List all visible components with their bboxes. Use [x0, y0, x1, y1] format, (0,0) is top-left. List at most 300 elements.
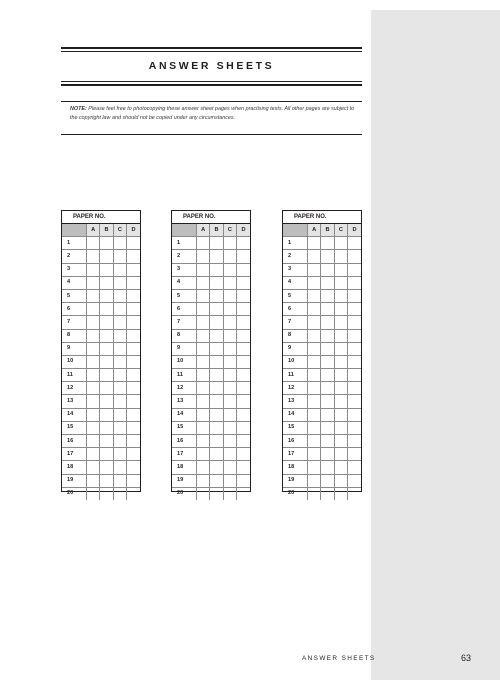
answer-cell[interactable]: [308, 303, 321, 316]
question-number: 11: [172, 369, 197, 382]
answer-cell[interactable]: [100, 448, 113, 461]
answer-cell[interactable]: [100, 329, 113, 342]
question-number: 12: [283, 382, 308, 395]
question-number: 10: [62, 355, 87, 368]
answer-cell[interactable]: [308, 408, 321, 421]
answer-cell[interactable]: [100, 303, 113, 316]
answer-cell[interactable]: [321, 289, 334, 302]
answer-cell[interactable]: [210, 237, 223, 250]
answer-cell[interactable]: [197, 250, 210, 263]
answer-cell[interactable]: [210, 289, 223, 302]
answer-cell[interactable]: [223, 263, 236, 276]
answer-cell[interactable]: [127, 395, 140, 408]
answer-cell[interactable]: [308, 289, 321, 302]
question-row: [62, 487, 140, 500]
answer-cell[interactable]: [308, 382, 321, 395]
answer-cell[interactable]: [127, 263, 140, 276]
answer-cell[interactable]: [223, 461, 236, 474]
answer-cell[interactable]: [334, 355, 347, 368]
answer-cell[interactable]: [197, 316, 210, 329]
answer-cell[interactable]: [348, 237, 361, 250]
answer-cell[interactable]: [113, 316, 126, 329]
answer-cell[interactable]: [113, 487, 126, 500]
answer-cell[interactable]: [348, 421, 361, 434]
answer-cell[interactable]: [87, 461, 100, 474]
answer-cell[interactable]: [321, 474, 334, 487]
answer-cell[interactable]: [308, 250, 321, 263]
answer-cell[interactable]: [321, 276, 334, 289]
answer-cell[interactable]: [223, 421, 236, 434]
question-number: 13: [283, 395, 308, 408]
answer-cell[interactable]: [321, 395, 334, 408]
answer-cell[interactable]: [237, 487, 250, 500]
answer-cell[interactable]: [210, 435, 223, 448]
answer-cell[interactable]: [127, 289, 140, 302]
answer-cell[interactable]: [100, 382, 113, 395]
answer-cell[interactable]: [348, 276, 361, 289]
answer-cell[interactable]: [113, 342, 126, 355]
answer-cell[interactable]: [127, 316, 140, 329]
answer-cell[interactable]: [127, 250, 140, 263]
question-row: [172, 382, 250, 395]
answer-cell[interactable]: [197, 303, 210, 316]
answer-cell[interactable]: [223, 395, 236, 408]
answer-cell[interactable]: [308, 487, 321, 500]
option-header: D: [127, 224, 140, 237]
answer-cell[interactable]: [197, 474, 210, 487]
answer-cell[interactable]: [334, 474, 347, 487]
answer-cell[interactable]: [197, 448, 210, 461]
question-number: 7: [172, 316, 197, 329]
question-number: 15: [62, 421, 87, 434]
question-number: 14: [172, 408, 197, 421]
answer-cell[interactable]: [100, 474, 113, 487]
answer-cell[interactable]: [334, 263, 347, 276]
answer-cell[interactable]: [348, 487, 361, 500]
answer-cell[interactable]: [308, 237, 321, 250]
answer-cell[interactable]: [308, 355, 321, 368]
sheet-header: PAPER NO.: [283, 211, 361, 224]
answer-cell[interactable]: [197, 421, 210, 434]
answer-cell[interactable]: [127, 276, 140, 289]
answer-cell[interactable]: [223, 303, 236, 316]
question-row: [172, 474, 250, 487]
answer-cell[interactable]: [334, 395, 347, 408]
answer-cell[interactable]: [87, 263, 100, 276]
answer-cell[interactable]: [100, 369, 113, 382]
answer-cell[interactable]: [334, 421, 347, 434]
question-row: [283, 276, 361, 289]
answer-cell[interactable]: [197, 461, 210, 474]
answer-cell[interactable]: [113, 435, 126, 448]
answer-cell[interactable]: [210, 342, 223, 355]
answer-cell[interactable]: [237, 329, 250, 342]
answer-cell[interactable]: [87, 382, 100, 395]
answer-cell[interactable]: [210, 421, 223, 434]
answer-cell[interactable]: [87, 237, 100, 250]
answer-cell[interactable]: [113, 474, 126, 487]
answer-cell[interactable]: [197, 263, 210, 276]
answer-cell[interactable]: [237, 382, 250, 395]
option-header: C: [223, 224, 236, 237]
answer-cell[interactable]: [223, 435, 236, 448]
answer-cell[interactable]: [127, 342, 140, 355]
question-row: [62, 474, 140, 487]
answer-cell[interactable]: [334, 329, 347, 342]
answer-cell[interactable]: [308, 316, 321, 329]
answer-cell[interactable]: [334, 342, 347, 355]
answer-cell[interactable]: [348, 342, 361, 355]
answer-cell[interactable]: [334, 250, 347, 263]
answer-cell[interactable]: [210, 474, 223, 487]
answer-cell[interactable]: [113, 303, 126, 316]
answer-cell[interactable]: [321, 487, 334, 500]
answer-cell[interactable]: [348, 461, 361, 474]
answer-cell[interactable]: [348, 289, 361, 302]
answer-cell[interactable]: [210, 395, 223, 408]
answer-cell[interactable]: [113, 250, 126, 263]
question-row: [283, 421, 361, 434]
answer-cell[interactable]: [334, 289, 347, 302]
answer-cell[interactable]: [321, 303, 334, 316]
answer-cell[interactable]: [210, 355, 223, 368]
sheet-header: PAPER NO.: [172, 211, 250, 224]
answer-cell[interactable]: [87, 435, 100, 448]
answer-cell[interactable]: [348, 329, 361, 342]
answer-cell[interactable]: [87, 316, 100, 329]
answer-cell[interactable]: [87, 395, 100, 408]
answer-cell[interactable]: [197, 355, 210, 368]
answer-cell[interactable]: [100, 435, 113, 448]
answer-cell[interactable]: [237, 369, 250, 382]
answer-cell[interactable]: [87, 289, 100, 302]
question-number: 20: [283, 487, 308, 500]
corner-cell: [172, 224, 197, 237]
answer-cell[interactable]: [100, 395, 113, 408]
answer-cell[interactable]: [87, 408, 100, 421]
answer-cell[interactable]: [348, 395, 361, 408]
answer-cell[interactable]: [210, 250, 223, 263]
answer-cell[interactable]: [321, 250, 334, 263]
answer-cell[interactable]: [197, 237, 210, 250]
answer-cell[interactable]: [127, 382, 140, 395]
answer-cell[interactable]: [308, 435, 321, 448]
question-row: [283, 448, 361, 461]
answer-cell[interactable]: [113, 382, 126, 395]
answer-cell[interactable]: [197, 435, 210, 448]
option-header: A: [87, 224, 100, 237]
question-row: [283, 237, 361, 250]
answer-cell[interactable]: [237, 395, 250, 408]
answer-cell[interactable]: [223, 329, 236, 342]
answer-cell[interactable]: [321, 263, 334, 276]
question-row: [283, 263, 361, 276]
question-row: [283, 382, 361, 395]
answer-cell[interactable]: [113, 237, 126, 250]
answer-cell[interactable]: [197, 395, 210, 408]
answer-cell[interactable]: [321, 421, 334, 434]
answer-cell[interactable]: [210, 263, 223, 276]
answer-cell[interactable]: [321, 461, 334, 474]
question-number: 9: [283, 342, 308, 355]
page-number: 63: [461, 653, 472, 663]
question-row: [62, 342, 140, 355]
answer-cell[interactable]: [113, 421, 126, 434]
answer-cell[interactable]: [197, 276, 210, 289]
answer-cell[interactable]: [308, 263, 321, 276]
answer-cell[interactable]: [237, 316, 250, 329]
question-number: 16: [172, 435, 197, 448]
question-row: [62, 263, 140, 276]
answer-cell[interactable]: [237, 342, 250, 355]
question-row: [172, 448, 250, 461]
answer-cell[interactable]: [100, 316, 113, 329]
answer-cell[interactable]: [87, 487, 100, 500]
answer-cell[interactable]: [100, 487, 113, 500]
answer-cell[interactable]: [100, 250, 113, 263]
answer-cell[interactable]: [113, 395, 126, 408]
answer-cell[interactable]: [127, 355, 140, 368]
answer-cell[interactable]: [334, 316, 347, 329]
answer-cell[interactable]: [127, 237, 140, 250]
question-number: 17: [62, 448, 87, 461]
answer-cell[interactable]: [100, 421, 113, 434]
answer-sheet-2: [171, 210, 251, 497]
answer-cell[interactable]: [308, 461, 321, 474]
question-row: [283, 342, 361, 355]
question-number: 18: [62, 461, 87, 474]
answer-cell[interactable]: [348, 303, 361, 316]
question-row: [62, 448, 140, 461]
answer-cell[interactable]: [223, 448, 236, 461]
question-number: 11: [62, 369, 87, 382]
answer-cell[interactable]: [87, 250, 100, 263]
answer-cell[interactable]: [127, 487, 140, 500]
question-row: [283, 329, 361, 342]
answer-cell[interactable]: [87, 448, 100, 461]
option-header: D: [237, 224, 250, 237]
answer-cell[interactable]: [87, 342, 100, 355]
answer-cell[interactable]: [210, 448, 223, 461]
answer-cell[interactable]: [308, 448, 321, 461]
question-row: [62, 329, 140, 342]
answer-cell[interactable]: [87, 303, 100, 316]
answer-cell[interactable]: [223, 474, 236, 487]
answer-cell[interactable]: [100, 237, 113, 250]
answer-cell[interactable]: [348, 435, 361, 448]
answer-cell[interactable]: [321, 342, 334, 355]
answer-cell[interactable]: [334, 461, 347, 474]
answer-cell[interactable]: [113, 369, 126, 382]
answer-cell[interactable]: [223, 355, 236, 368]
question-number: 9: [172, 342, 197, 355]
answer-cell[interactable]: [321, 329, 334, 342]
answer-cell[interactable]: [237, 276, 250, 289]
answer-cell[interactable]: [334, 408, 347, 421]
answer-cell[interactable]: [87, 329, 100, 342]
answer-cell[interactable]: [321, 382, 334, 395]
answer-cell[interactable]: [87, 355, 100, 368]
answer-cell[interactable]: [127, 408, 140, 421]
question-row: [283, 461, 361, 474]
answer-cell[interactable]: [334, 303, 347, 316]
answer-cell[interactable]: [321, 237, 334, 250]
question-number: 15: [172, 421, 197, 434]
answer-cell[interactable]: [334, 435, 347, 448]
answer-cell[interactable]: [348, 448, 361, 461]
question-number: 3: [283, 263, 308, 276]
answer-cell[interactable]: [113, 448, 126, 461]
question-number: 7: [283, 316, 308, 329]
answer-cell[interactable]: [237, 355, 250, 368]
option-header: A: [308, 224, 321, 237]
answer-cell[interactable]: [223, 316, 236, 329]
answer-cell[interactable]: [223, 408, 236, 421]
question-row: [172, 369, 250, 382]
answer-cell[interactable]: [334, 276, 347, 289]
question-row: [62, 316, 140, 329]
answer-cell[interactable]: [113, 329, 126, 342]
answer-cell[interactable]: [210, 408, 223, 421]
answer-cell[interactable]: [197, 382, 210, 395]
answer-cell[interactable]: [127, 448, 140, 461]
answer-cell[interactable]: [308, 276, 321, 289]
question-number: 11: [283, 369, 308, 382]
answer-cell[interactable]: [237, 461, 250, 474]
question-row: [62, 289, 140, 302]
answer-cell[interactable]: [348, 355, 361, 368]
answer-cell[interactable]: [237, 421, 250, 434]
answer-cell[interactable]: [210, 329, 223, 342]
title-rule-bottom-thin: [61, 81, 362, 82]
answer-cell[interactable]: [348, 382, 361, 395]
answer-cell[interactable]: [210, 461, 223, 474]
answer-cell[interactable]: [197, 289, 210, 302]
answer-cell[interactable]: [237, 408, 250, 421]
answer-cell[interactable]: [334, 237, 347, 250]
answer-cell[interactable]: [100, 355, 113, 368]
answer-cell[interactable]: [321, 408, 334, 421]
answer-cell[interactable]: [308, 421, 321, 434]
answer-cell[interactable]: [321, 435, 334, 448]
answer-cell[interactable]: [348, 369, 361, 382]
answer-cell[interactable]: [237, 289, 250, 302]
answer-cell[interactable]: [334, 448, 347, 461]
answer-cell[interactable]: [348, 474, 361, 487]
question-row: [283, 369, 361, 382]
answer-cell[interactable]: [113, 461, 126, 474]
answer-cell[interactable]: [223, 250, 236, 263]
answer-cell[interactable]: [321, 355, 334, 368]
answer-cell[interactable]: [210, 382, 223, 395]
answer-cell[interactable]: [308, 474, 321, 487]
question-row: [172, 342, 250, 355]
answer-cell[interactable]: [348, 263, 361, 276]
answer-cell[interactable]: [308, 342, 321, 355]
answer-cell[interactable]: [308, 395, 321, 408]
answer-cell[interactable]: [127, 461, 140, 474]
answer-cell[interactable]: [321, 369, 334, 382]
answer-cell[interactable]: [237, 237, 250, 250]
answer-cell[interactable]: [113, 289, 126, 302]
answer-cell[interactable]: [197, 329, 210, 342]
answer-cell[interactable]: [127, 421, 140, 434]
answer-cell[interactable]: [334, 369, 347, 382]
answer-cell[interactable]: [210, 303, 223, 316]
answer-cell[interactable]: [87, 276, 100, 289]
answer-cell[interactable]: [348, 250, 361, 263]
answer-cell[interactable]: [100, 263, 113, 276]
answer-cell[interactable]: [100, 276, 113, 289]
answer-cell[interactable]: [321, 448, 334, 461]
answer-cell[interactable]: [127, 435, 140, 448]
answer-cell[interactable]: [127, 303, 140, 316]
answer-cell[interactable]: [100, 408, 113, 421]
answer-cell[interactable]: [87, 369, 100, 382]
answer-cell[interactable]: [334, 382, 347, 395]
answer-cell[interactable]: [237, 303, 250, 316]
question-row: [62, 369, 140, 382]
answer-cell[interactable]: [197, 487, 210, 500]
answer-cell[interactable]: [223, 487, 236, 500]
answer-cell[interactable]: [308, 369, 321, 382]
question-row: [62, 421, 140, 434]
answer-cell[interactable]: [127, 474, 140, 487]
answer-cell[interactable]: [223, 342, 236, 355]
question-number: 17: [283, 448, 308, 461]
question-number: 9: [62, 342, 87, 355]
answer-cell[interactable]: [223, 276, 236, 289]
answer-cell[interactable]: [223, 369, 236, 382]
question-number: 19: [172, 474, 197, 487]
answer-cell[interactable]: [113, 276, 126, 289]
answer-cell[interactable]: [87, 421, 100, 434]
question-row: [172, 289, 250, 302]
answer-cell[interactable]: [210, 316, 223, 329]
answer-cell[interactable]: [87, 474, 100, 487]
answer-cell[interactable]: [210, 487, 223, 500]
answer-cell[interactable]: [100, 289, 113, 302]
answer-cell[interactable]: [100, 461, 113, 474]
answer-cell[interactable]: [197, 369, 210, 382]
answer-cell[interactable]: [113, 355, 126, 368]
answer-cell[interactable]: [113, 263, 126, 276]
answer-cell[interactable]: [223, 237, 236, 250]
answer-cell[interactable]: [223, 382, 236, 395]
answer-cell[interactable]: [321, 316, 334, 329]
answer-cell[interactable]: [237, 263, 250, 276]
answer-cell[interactable]: [113, 408, 126, 421]
answer-cell[interactable]: [348, 316, 361, 329]
answer-cell[interactable]: [237, 435, 250, 448]
answer-cell[interactable]: [210, 369, 223, 382]
answer-cell[interactable]: [237, 448, 250, 461]
question-row: [283, 289, 361, 302]
answer-cell[interactable]: [197, 342, 210, 355]
answer-cell[interactable]: [348, 408, 361, 421]
answer-cell[interactable]: [237, 250, 250, 263]
answer-cell[interactable]: [223, 289, 236, 302]
answer-cell[interactable]: [127, 329, 140, 342]
answer-cell[interactable]: [197, 408, 210, 421]
answer-cell[interactable]: [127, 369, 140, 382]
answer-cell[interactable]: [308, 329, 321, 342]
question-number: 6: [283, 303, 308, 316]
answer-cell[interactable]: [237, 474, 250, 487]
answer-cell[interactable]: [210, 276, 223, 289]
answer-cell[interactable]: [100, 342, 113, 355]
answer-cell[interactable]: [334, 487, 347, 500]
